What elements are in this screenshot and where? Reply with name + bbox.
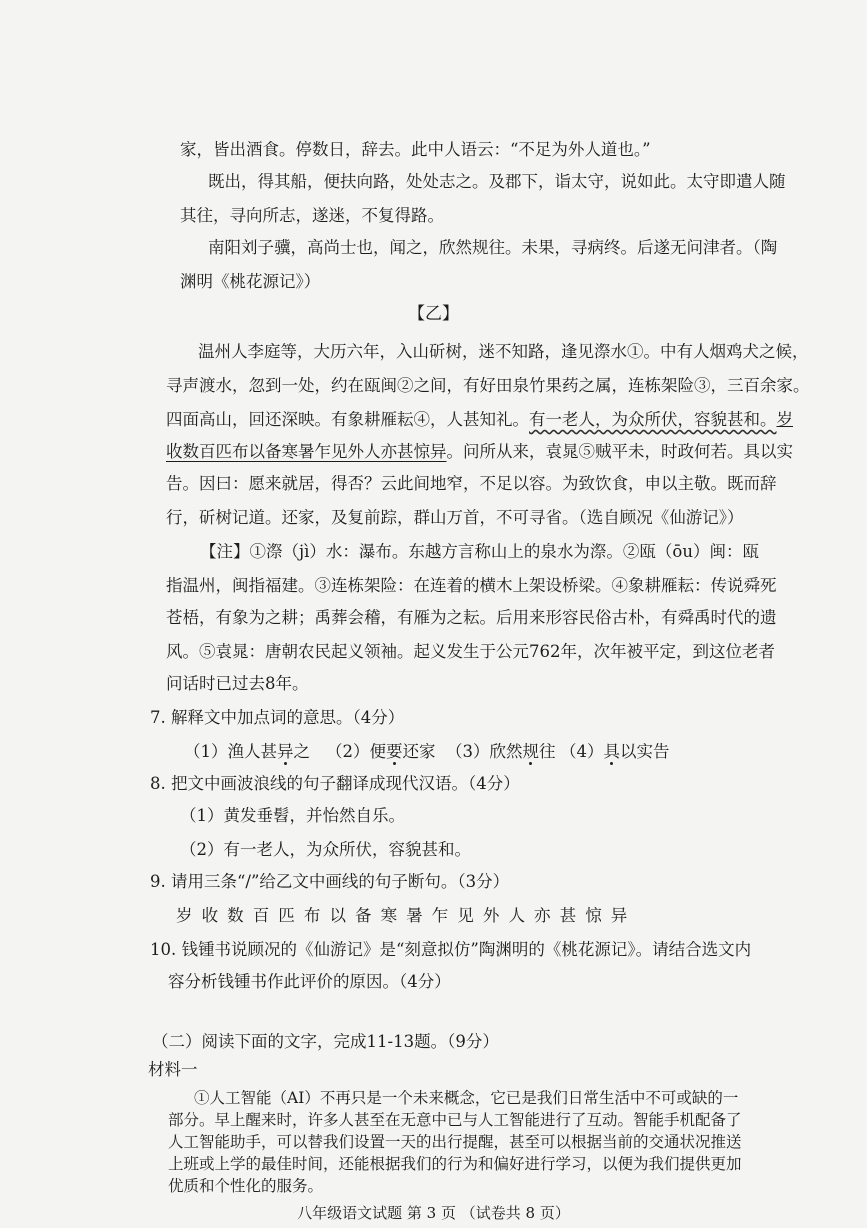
jia-line-4: 南阳刘子骥，高尚士也，闻之，欣然规往。未果，寻病终。后遂无问津者。（陶: [208, 238, 778, 257]
question-7-item-1: （1）渔人甚异之: [184, 742, 310, 761]
question-8-sentence-1: （1）黄发垂髫，并怡然自乐。: [180, 806, 405, 825]
material-1-line-4: 上班或上学的最佳时间，还能根据我们的行为和偏好进行学习，以便为我们提供更加: [168, 1155, 742, 1173]
question-7-stem: 7. 解释文中加点词的意思。（4分）: [150, 708, 405, 727]
yi-line-4-end: 。问所从来，袁晁⑤贼平未，时政何若。具以实: [446, 442, 793, 461]
jia-line-1: 家，皆出酒食。停数日，辞去。此中人语云：“不足为外人道也。”: [180, 140, 651, 159]
jia-line-5: 渊明《桃花源记》）: [180, 272, 321, 291]
yi-line-4: [166, 440, 793, 464]
note-line-1: 【注】①漈（jì）水：瀑布。东越方言称山上的泉水为漈。②瓯（ōu）闽：瓯: [200, 542, 759, 561]
material-1-label: 材料一: [148, 1060, 198, 1079]
note-line-4: 风。⑤袁晁：唐朝农民起义领袖。起义发生于公元762年，次年被平定，到这位老者: [166, 642, 775, 661]
yi-title: 【乙】: [408, 304, 459, 324]
wavy-underlined-sentence: 有一老人，为众所伏，容貌甚和。: [529, 410, 777, 429]
material-1-line-5: 优质和个性化的服务。: [168, 1177, 324, 1195]
yi-line-5: 告。因曰：愿来就居，得否？云此间地窄，不足以容。为致饮食，申以主敬。既而辞: [166, 474, 777, 493]
yi-line-2: 寻声渡水，忽到一处，约在瓯闽②之间，有好田泉竹果药之属，连栋架险③，三百余家。: [166, 376, 810, 395]
part-2-heading: （二）阅读下面的文字，完成11-13题。（9分）: [152, 1032, 499, 1051]
question-8-sentence-2: （2）有一老人，为众所伏，容貌甚和。: [180, 840, 471, 859]
yi-line-3: [166, 408, 793, 432]
question-10-line-1: 10. 钱锺书说顾况的《仙游记》是“刻意拟仿”陶渊明的《桃花源记》。请结合选文内: [150, 940, 752, 959]
dotted-word: 规: [522, 742, 539, 761]
dotted-word: 异: [277, 742, 294, 761]
question-9-stem: 9. 请用三条“/”给乙文中画线的句子断句。（3分）: [150, 872, 510, 891]
note-line-3: 苍梧，有象为之耕；禹葬会稽，有雁为之耘。后用来形容民俗古朴，有舜禹时代的遗: [166, 608, 777, 627]
note-line-5: 问话时已过去8年。: [166, 674, 309, 693]
underlined-sentence: 收数百匹布以备寒暑乍见外人亦甚惊异: [166, 442, 447, 461]
question-8-stem: 8. 把文中画波浪线的句子翻译成现代汉语。（4分）: [150, 774, 520, 793]
dotted-word: 要: [386, 742, 403, 761]
yi-line-6: 行，斫树记道。还家，及复前踪，群山万首，不可寻省。（选自顾况《仙游记》）: [166, 508, 744, 527]
jia-line-3: 其往，寻向所志，遂迷，不复得路。: [180, 206, 444, 225]
question-7-item-2: （2）便要还家: [326, 742, 436, 761]
question-9-sentence: 岁收数百匹布以备寒暑乍见外人亦甚惊异: [176, 906, 637, 925]
material-1-line-3: 人工智能助手，可以替我们设置一天的出行提醒，甚至可以根据当前的交通状况推送: [168, 1133, 742, 1151]
material-1-line-1: ①人工智能（AI）不再只是一个未来概念，它已是我们日常生活中不可或缺的一: [194, 1089, 739, 1107]
underlined-sentence-start: 岁: [776, 410, 793, 429]
material-1-line-2: 部分。早上醒来时，许多人甚至在无意中已与人工智能进行了互动。智能手机配备了: [168, 1111, 742, 1129]
jia-line-2: 既出，得其船，便扶向路，处处志之。及郡下，诣太守，说如此。太守即遣人随: [208, 172, 786, 191]
note-line-2: 指温州，闽指福建。③连栋架险：在连着的横木上架设桥梁。④象耕雁耘：传说舜死: [166, 576, 777, 595]
dotted-word: 具: [603, 742, 620, 761]
page-footer: 八年级语文试题 第 3 页 （试卷共 8 页）: [297, 1204, 570, 1222]
yi-line-1: 温州人李庭等，大历六年，入山斫树，迷不知路，逢见漈水①。中有人烟鸡犬之候，: [198, 342, 809, 361]
question-10-line-2: 容分析钱锺书作此评价的原因。（4分）: [168, 972, 451, 991]
yi-line-3-start: 四面高山，回还深映。有象耕雁耘④，人甚知礼。: [166, 410, 529, 429]
question-7-item-3: （3）欣然规往: [446, 742, 556, 761]
question-7-item-4: （4）具以实告: [560, 742, 670, 761]
